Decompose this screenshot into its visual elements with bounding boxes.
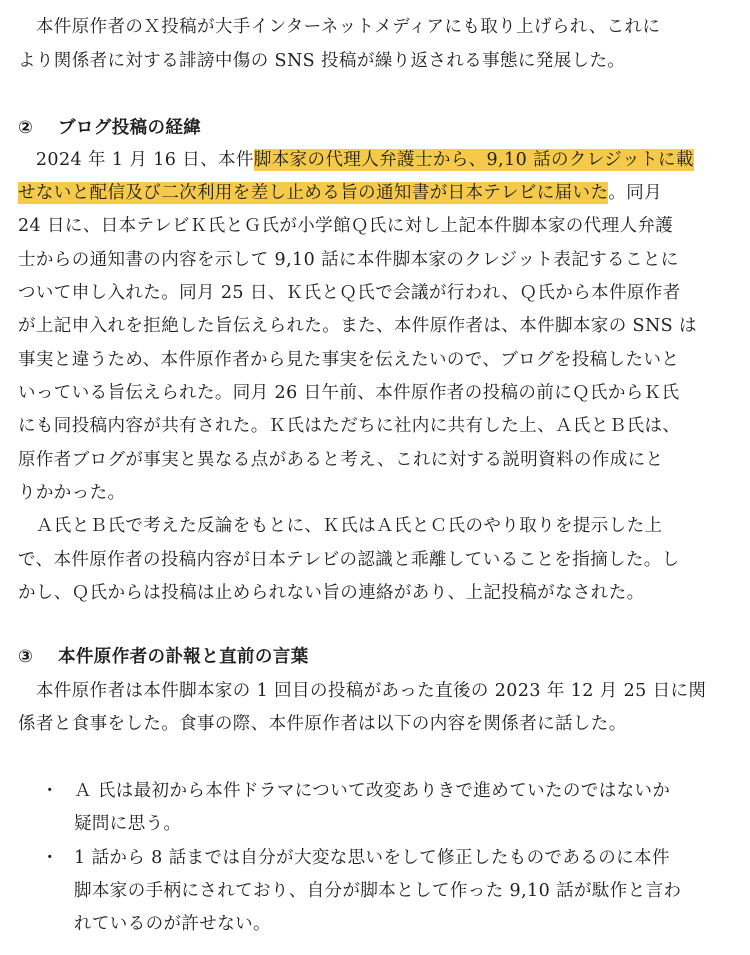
s2-p1-line-1 — [18, 145, 694, 175]
s2-p2-line-2: で、本件原作者の投稿内容が日本テレビの認識と乖離していることを指摘した。し — [18, 550, 680, 570]
section-2-number: ② — [18, 118, 34, 138]
s2-p1-line-8: いっている旨伝えられた。同月 26 日午前、本件原作者の投稿の前にＱ氏からＫ氏 — [18, 383, 680, 403]
s2-p1-line-4: 士からの通知書の内容を示して 9,10 話に本件脚本家のクレジット表記することに — [18, 250, 679, 270]
s2-p1-line-5: ついて申し入れた。同月 25 日、Ｋ氏とＱ氏で会議が行われ、Ｑ氏から本件原作者 — [18, 283, 681, 303]
section-2-heading — [18, 113, 201, 143]
s2-p2-line-1: Ａ氏とＢ氏で考えた反論をもとに、Ｋ氏はＡ氏とＣ氏のやり取りを提示した上 — [18, 516, 663, 536]
s2-p1-line-7: 事実と違うため、本件原作者から見た事実を伝えたいので、ブログを投稿したいと — [18, 350, 680, 370]
bullet-2-line-2: 脚本家の手柄にされており、自分が脚本として作った 9,10 話が駄作と言わ — [74, 881, 682, 901]
section-3-heading — [18, 642, 309, 672]
bullet-2-line-3: れているのが許せない。 — [74, 914, 271, 934]
highlighted-text: 脚本家の代理人弁護士から、9,10 話のクレジットに載 — [253, 150, 694, 170]
s3-p1-line-2: 係者と食事をした。食事の際、本件原作者は以下の内容を関係者に話した。 — [18, 714, 627, 734]
bullet-1-line-2: 疑問に思う。 — [74, 814, 182, 834]
s2-p1-line-2 — [18, 178, 662, 208]
s2-p1-line-10: 原作者ブログが事実と異なる点があると考え、これに対する説明資料の作成にと — [18, 450, 664, 470]
s2-p1-line-11: りかかった。 — [18, 483, 126, 503]
section-3-number: ③ — [18, 647, 34, 667]
highlighted-text: せないと配信及び二次利用を差し止める旨の通知書が日本テレビに届いた — [18, 183, 609, 203]
section-2-title: ブログ投稿の経緯 — [58, 118, 202, 138]
s2-p1-line-3: 24 日に、日本テレビＫ氏とＧ氏が小学館Ｑ氏に対し上記本件脚本家の代理人弁護 — [18, 216, 674, 236]
s2-p1-line-9: にも同投稿内容が共有された。Ｋ氏はただちに社内に共有した上、Ａ氏とＢ氏は、 — [18, 416, 681, 436]
s3-p1-line-1: 本件原作者は本件脚本家の 1 回目の投稿があった直後の 2023 年 12 月 25 日に関 — [18, 681, 707, 701]
section-3-title: 本件原作者の訃報と直前の言葉 — [58, 647, 309, 667]
s2-p1-line-1-pre: 2024 年 1 月 16 日、本件 — [18, 150, 254, 170]
bullet-2-line-1: 1 話から 8 話までは自分が大変な思いをして修正したものであるのに本件 — [74, 848, 670, 868]
s2-p2-line-3: かし、Ｑ氏からは投稿は止められない旨の連絡があり、上記投稿がなされた。 — [18, 583, 645, 603]
s2-p1-line-2-post: 。同月 — [608, 183, 663, 203]
bullet-1-line-1: Ａ 氏は最初から本件ドラマについて改変ありきで進めていたのではないか — [74, 781, 671, 801]
intro-line-1: 本件原作者のＸ投稿が大手インターネットメディアにも取り上げられ、これに — [18, 17, 661, 37]
bullet-marker: ・ — [41, 848, 59, 868]
bullet-marker: ・ — [41, 781, 59, 801]
s2-p1-line-6: が上記申入れを拒絶した旨伝えられた。また、本件原作者は、本件脚本家の SNS は — [18, 316, 697, 336]
intro-line-2: より関係者に対する誹謗中傷の SNS 投稿が繰り返される事態に発展した。 — [18, 51, 626, 71]
